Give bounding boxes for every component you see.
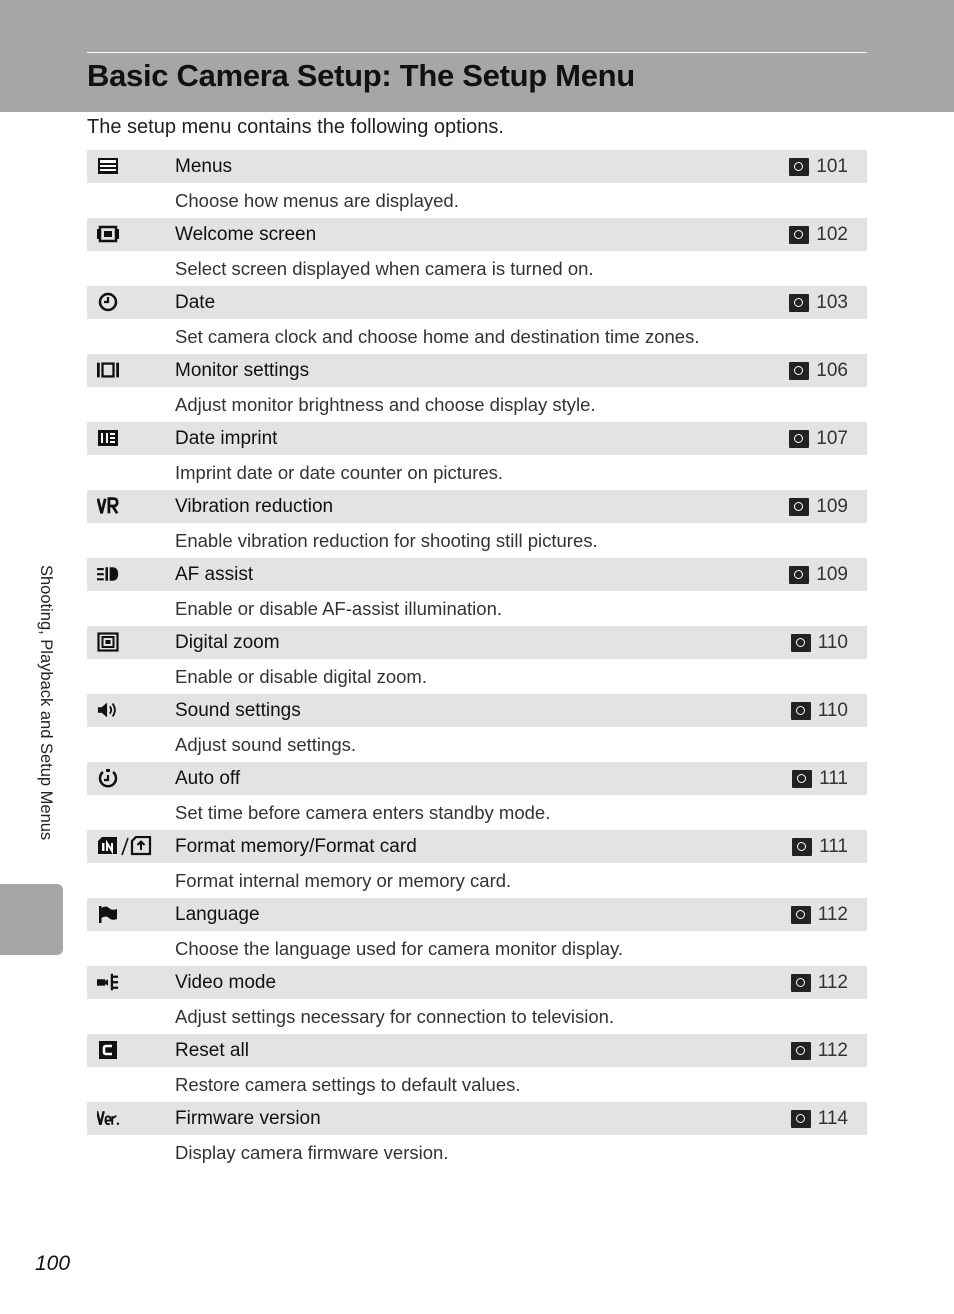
page-reference-icon	[791, 974, 811, 992]
menu-item-description: Select screen displayed when camera is turned on.	[175, 258, 594, 279]
menu-item-vibration-reduction	[87, 490, 867, 558]
page-reference-icon	[791, 702, 811, 720]
menu-item-name: Language	[175, 904, 260, 925]
menu-item-name: Date imprint	[175, 428, 278, 449]
menu-item-description: Adjust settings necessary for connection to television.	[175, 1006, 615, 1027]
page-reference	[789, 224, 848, 246]
menu-item-name: Video mode	[175, 972, 277, 993]
menu-item-video-mode	[87, 966, 867, 1034]
page-reference-number: 112	[817, 1040, 848, 1061]
page-reference-number: 106	[816, 360, 848, 381]
vr-icon	[97, 496, 119, 516]
menu-item-name: Monitor settings	[175, 360, 310, 381]
date-imprint-icon	[97, 428, 119, 448]
page-reference-number: 112	[817, 904, 848, 925]
format-memory-card-icon	[97, 836, 153, 856]
menu-item-description: Choose the language used for camera monitor display.	[175, 938, 624, 959]
menu-item-name: Format memory/Format card	[175, 836, 417, 857]
menu-item-name: Sound settings	[175, 700, 301, 721]
menu-item-description: Enable or disable AF-assist illumination.	[175, 598, 502, 619]
page-reference-number: 110	[817, 700, 848, 721]
menu-item-auto-off	[87, 762, 867, 830]
page-reference-number: 114	[817, 1108, 848, 1129]
menu-item-header	[87, 354, 867, 387]
menu-item-reset-all	[87, 1034, 867, 1102]
menu-item-description-row	[87, 251, 867, 286]
welcome-screen-icon	[97, 224, 119, 244]
menu-item-header	[87, 490, 867, 523]
menu-item-description-row	[87, 931, 867, 966]
setup-menu-table	[87, 150, 867, 1170]
page-reference	[792, 768, 848, 790]
page-reference-icon	[789, 294, 809, 312]
menu-item-description-row	[87, 659, 867, 694]
menu-item-description-row	[87, 727, 867, 762]
menu-item-name: Digital zoom	[175, 632, 280, 653]
page-reference-number: 111	[819, 768, 848, 789]
page-reference-icon	[791, 1110, 811, 1128]
page-reference	[789, 156, 848, 178]
menu-item-description-row	[87, 455, 867, 490]
menu-item-description: Adjust sound settings.	[175, 734, 356, 755]
menu-item-description-row	[87, 523, 867, 558]
auto-off-icon	[97, 768, 119, 788]
menu-item-header	[87, 898, 867, 931]
header-rule	[87, 52, 867, 53]
menu-item-description-row	[87, 863, 867, 898]
menu-item-header	[87, 966, 867, 999]
firmware-version-icon	[97, 1108, 119, 1128]
menu-item-description: Set camera clock and choose home and destination time zones.	[175, 326, 700, 347]
menu-item-header	[87, 422, 867, 455]
menu-item-name: Firmware version	[175, 1108, 321, 1129]
page-reference-number: 102	[816, 224, 848, 245]
af-assist-icon	[97, 564, 119, 584]
menu-item-header	[87, 1102, 867, 1135]
page-reference-icon	[789, 362, 809, 380]
menu-item-description: Imprint date or date counter on pictures.	[175, 462, 504, 483]
menu-item-description: Enable or disable digital zoom.	[175, 666, 427, 687]
menu-item-name: Menus	[175, 156, 233, 177]
page-reference	[791, 904, 848, 926]
menu-item-header	[87, 626, 867, 659]
reset-icon	[97, 1040, 119, 1060]
page-reference-icon	[791, 634, 811, 652]
page-reference-number: 109	[816, 564, 848, 585]
page-reference	[791, 632, 848, 654]
page-reference-icon	[789, 158, 809, 176]
page-reference	[789, 292, 848, 314]
menu-item-name: Date	[175, 292, 216, 313]
page-reference	[792, 836, 848, 858]
page-reference-number: 103	[816, 292, 848, 313]
menu-item-description: Format internal memory or memory card.	[175, 870, 512, 891]
menu-item-date-imprint	[87, 422, 867, 490]
page-reference-number: 109	[816, 496, 848, 517]
page-reference-icon	[789, 498, 809, 516]
menu-item-name: Auto off	[175, 768, 241, 789]
menu-item-header	[87, 694, 867, 727]
menu-item-firmware-version	[87, 1102, 867, 1170]
page-reference-number: 101	[816, 156, 848, 177]
page-title: Basic Camera Setup: The Setup Menu	[87, 58, 635, 93]
page-reference-number: 111	[819, 836, 848, 857]
menu-item-name: Vibration reduction	[175, 496, 334, 517]
menu-item-header	[87, 1034, 867, 1067]
menu-item-description-row	[87, 1067, 867, 1102]
menu-item-sound-settings	[87, 694, 867, 762]
menu-item-format-memory	[87, 830, 867, 898]
menu-item-monitor-settings	[87, 354, 867, 422]
menu-item-description-row	[87, 795, 867, 830]
page-reference-icon	[789, 430, 809, 448]
speaker-icon	[97, 700, 119, 720]
digital-zoom-icon	[97, 632, 119, 652]
intro-text: The setup menu contains the following options.	[87, 116, 504, 138]
menu-item-header	[87, 558, 867, 591]
menu-item-menus	[87, 150, 867, 218]
menu-item-description: Restore camera settings to default values.	[175, 1074, 521, 1095]
monitor-icon	[97, 360, 119, 380]
page-reference-icon	[789, 226, 809, 244]
menu-item-digital-zoom	[87, 626, 867, 694]
menu-item-description-row	[87, 591, 867, 626]
page-reference	[791, 972, 848, 994]
side-section-tab	[0, 884, 63, 955]
menu-item-header	[87, 218, 867, 251]
video-mode-icon	[97, 972, 119, 992]
menu-item-description-row	[87, 387, 867, 422]
menu-item-name: AF assist	[175, 564, 254, 585]
menu-item-description-row	[87, 183, 867, 218]
menu-item-description-row	[87, 1135, 867, 1170]
page-reference	[791, 700, 848, 722]
page-reference	[789, 564, 848, 586]
page-reference	[791, 1108, 848, 1130]
menus-icon	[97, 156, 119, 176]
menu-item-welcome-screen	[87, 218, 867, 286]
page-reference-icon	[792, 770, 812, 788]
page-reference-icon	[791, 906, 811, 924]
page-number: 100	[35, 1252, 71, 1275]
menu-item-header	[87, 762, 867, 795]
page-reference	[789, 496, 848, 518]
menu-item-header	[87, 286, 867, 319]
menu-item-description: Enable vibration reduction for shooting still pictures.	[175, 530, 598, 551]
page-reference-icon	[792, 838, 812, 856]
menu-item-language	[87, 898, 867, 966]
menu-item-name: Reset all	[175, 1040, 249, 1061]
menu-item-name: Welcome screen	[175, 224, 317, 245]
page-reference	[791, 1040, 848, 1062]
menu-item-description-row	[87, 999, 867, 1034]
header-band	[0, 0, 954, 112]
page-reference-number: 107	[816, 428, 848, 449]
side-section-label: Shooting, Playback and Setup Menus	[37, 565, 55, 841]
page-reference-icon	[789, 566, 809, 584]
page-reference-number: 112	[817, 972, 848, 993]
menu-item-description: Display camera firmware version.	[175, 1142, 449, 1163]
menu-item-description-row	[87, 319, 867, 354]
menu-item-description: Choose how menus are displayed.	[175, 190, 459, 211]
menu-item-header	[87, 150, 867, 183]
clock-icon	[97, 292, 119, 312]
menu-item-description: Adjust monitor brightness and choose display style.	[175, 394, 596, 415]
page-reference	[789, 360, 848, 382]
menu-item-header	[87, 830, 867, 863]
page-reference-number: 110	[817, 632, 848, 653]
page-reference	[789, 428, 848, 450]
menu-item-date	[87, 286, 867, 354]
page-reference-icon	[791, 1042, 811, 1060]
menu-item-af-assist	[87, 558, 867, 626]
menu-item-description: Set time before camera enters standby mode.	[175, 802, 551, 823]
language-icon	[97, 904, 119, 924]
